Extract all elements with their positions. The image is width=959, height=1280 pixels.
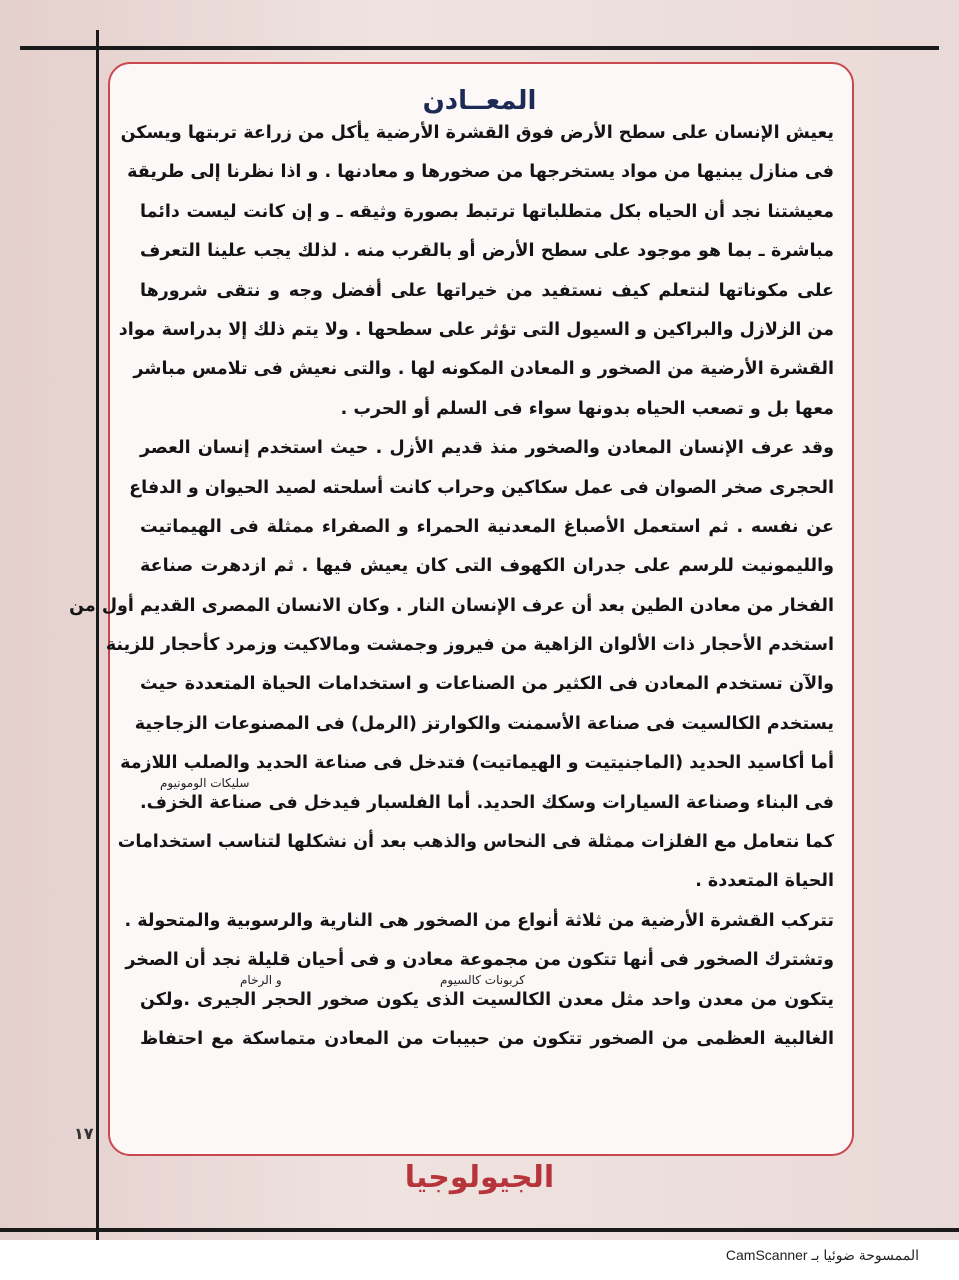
text-line: من الزلازل والبراكين و السيول التى تؤثر على سطحها . ولا يتم ذلك إلا بدراسة مواد bbox=[118, 319, 834, 340]
text-line: الفخار من معادن الطين بعد أن عرف الإنسان النار . وكان الانسان المصرى القديم أول من bbox=[69, 595, 834, 616]
text-line: تتركب القشرة الأرضية من ثلاثة أنواع من الصخور هى النارية والرسوبية والمتحولة . bbox=[124, 910, 834, 931]
page-title: المعــادن bbox=[422, 86, 537, 116]
text-line: وقد عرف الإنسان المعادن والصخور منذ قديم الأزل . حيث استخدم إنسان العصر bbox=[140, 438, 834, 459]
text-line: الحجرى صخر الصوان فى عمل سكاكين وحراب كانت أسلحته لصيد الحيوان و الدفاع bbox=[129, 477, 834, 498]
text-line: يعيش الإنسان على سطح الأرض فوق القشرة الأرضية يأكل من زراعة تربتها ويسكن bbox=[120, 123, 834, 143]
text-line: الحياة المتعددة . bbox=[695, 871, 834, 892]
text-line: مباشرة ـ بما هو موجود على سطح الأرض أو بالقرب منه . لذلك يجب علينا التعرف bbox=[140, 241, 834, 262]
handwritten-note: سليكات الومونيوم bbox=[160, 776, 250, 790]
text-line: معها بل و تصعب الحياه بدونها سواء فى السلم أو الحرب . bbox=[340, 398, 834, 419]
top-rule bbox=[20, 46, 939, 50]
text-line: والآن تستخدم المعادن فى الكثير من الصناعات و استخدامات الحياة المتعددة حيث bbox=[140, 674, 834, 695]
text-line: على مكوناتها لنتعلم كيف نستفيد من خيراتها على أفضل وجه و نتقى شرورها bbox=[140, 280, 834, 301]
text-line: الغالبية العظمى من الصخور تتكون من حبيبات من المعادن متماسكة مع احتفاظ bbox=[140, 1028, 834, 1049]
bottom-rule bbox=[0, 1228, 959, 1232]
text-line: وتشترك الصخور فى أنها تتكون من مجموعة معادن و فى أحيان قليلة نجد أن الصخر bbox=[125, 950, 834, 971]
text-line: يتكون من معدن واحد مثل معدن الكالسيت الذى يكون صخور الحجر الجيرى .ولكن bbox=[140, 989, 834, 1010]
text-line: استخدم الأحجار ذات الألوان الزاهية من فيروز وجمشت ومالاكيت وزمرد كأحجار للزينة bbox=[105, 635, 834, 656]
handwritten-note: كربونات كالسيوم bbox=[440, 973, 525, 987]
footer-title: الجيولوجيا bbox=[404, 1160, 555, 1195]
text-line: فى منازل يبنيها من مواد يستخرجها من صخورها و معادنها . و اذا نظرنا إلى طريقة bbox=[127, 162, 834, 183]
text-line: كما نتعامل مع الفلزات ممثلة فى النحاس والذهب بعد أن نشكلها لتناسب استخدامات bbox=[117, 832, 834, 853]
body-text bbox=[69, 122, 834, 1067]
scanner-watermark: الممسوحة ضوئيا بـ CamScanner bbox=[725, 1247, 919, 1263]
text-line: يستخدم الكالسيت فى صناعة الأسمنت والكوارتز (الرمل) فى المصنوعات الزجاجية bbox=[134, 713, 834, 734]
text-line: فى البناء وصناعة السيارات وسكك الحديد. أما الفلسبار فيدخل فى صناعة الخزف. bbox=[140, 792, 834, 813]
text-line: معيشتنا نجد أن الحياه بكل متطلباتها ترتبط بصورة وثيقه ـ و إن كانت ليست دائما bbox=[140, 201, 834, 222]
text-line: عن نفسه . ثم استعمل الأصباغ المعدنية الحمراء و الصفراء ممثلة فى الهيماتيت bbox=[140, 516, 834, 537]
page-number: ١٧ bbox=[74, 1124, 94, 1143]
text-line: القشرة الأرضية من الصخور و المعادن المكونه لها . والتى نعيش فى تلامس مباشر bbox=[133, 359, 834, 380]
handwritten-note: و الرخام bbox=[240, 973, 282, 987]
text-line: والليمونيت للرسم على جدران الكهوف التى كان يعيش فيها . ثم ازدهرت صناعة bbox=[140, 556, 834, 577]
left-rule bbox=[96, 30, 99, 1240]
text-line: أما أكاسيد الحديد (الماجنيتيت و الهيماتيت) فتدخل فى صناعة الحديد والصلب اللازمة bbox=[120, 753, 834, 774]
